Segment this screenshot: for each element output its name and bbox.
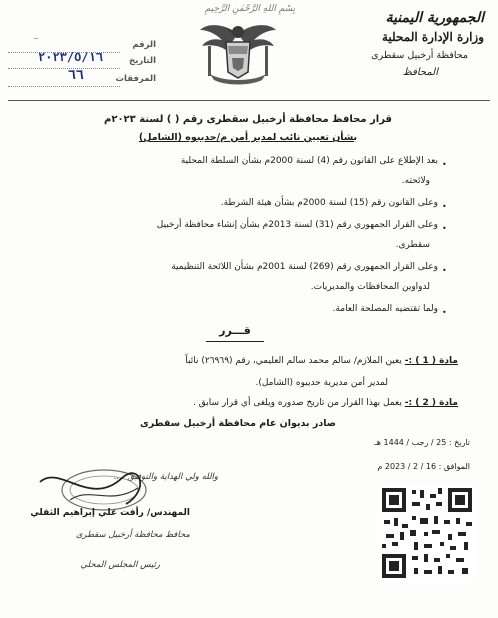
yemen-eagle-emblem-icon (196, 16, 280, 94)
ref-note: — (34, 34, 39, 42)
article-1-text: يعين الملازم/ سالم محمد سالم العليمي، رقم (٢٦٩٦٩) نائباً (185, 356, 402, 366)
article-2-text: يعمل بهذا القرار من تاريخ صدوره ويلغى أي قرار سابق . (193, 398, 402, 408)
header-left (8, 34, 158, 92)
bismillah-header: بِسْمِ اللهِ الرَّحْمٰنِ الرَّحِيمِ (204, 4, 296, 14)
header-divider (8, 100, 490, 101)
preamble-1: بعد الإطلاع على القانون رقم (4) لسنة 2000م بشأن السلطة المحلية (180, 156, 438, 166)
header-right (334, 10, 484, 78)
preamble-3: وعلى القرار الجمهوري رقم (31) لسنة 2013م بشأن إنشاء محافظة أرخبيل (156, 220, 438, 230)
article-1-cont: لمدير أمن مديرية حديبوه (الشامل). (255, 378, 388, 388)
hijri-date: تاريخ : 25 / رجب / 1444 هـ (374, 438, 470, 447)
attachments-value: ٦٦ (68, 68, 84, 83)
article-1-label: مادة ( 1 ) :- (404, 356, 458, 366)
article-1 (18, 356, 458, 366)
qr-code-icon (378, 484, 476, 582)
ministry-name: وزارة الإدارة المحلية (382, 30, 484, 44)
attachments-label: المرفقات (115, 74, 156, 84)
preamble-3b: سقطرى. (395, 240, 430, 250)
date-label: التاريخ (129, 56, 156, 66)
bullet: • (442, 202, 447, 211)
decree-title: قرار محافظ محافظة أرخبيل سقطرى رقم ( ) لسنة ٢٠٢٣م (104, 114, 392, 125)
decree-subject: بشأن تعيين نائب لمدير أمن م/حديبوه (الشامل) (138, 132, 358, 143)
decision-heading: قـــرر (219, 324, 251, 337)
bullet: • (442, 308, 447, 317)
preamble-5: ولما تقتضيه المصلحة العامة. (332, 304, 438, 314)
signatory-role: محافظ محافظة أرخبيل سقطرى (75, 530, 190, 540)
article-2-label: مادة ( 2 ) :- (404, 398, 458, 408)
preamble-1b: ولائحته. (401, 176, 430, 186)
bullet: • (442, 224, 447, 233)
signatory-name: المهندس/ رأفت علي إبراهيم الثقلي (30, 508, 190, 518)
signatory-role-2: رئيس المجلس المحلي (80, 560, 160, 570)
preamble-4: وعلى القرار الجمهوري رقم (269) لسنة 2001م بشأن اللائحة التنظيمية (171, 262, 438, 272)
article-2 (18, 398, 458, 408)
issued-line: صادر بديوان عام محافظة أرخبيل سقطرى (140, 418, 336, 429)
ref-label: الرقم (132, 40, 156, 50)
preamble-2: وعلى القانون رقم (15) لسنة 2000م بشأن هيئة الشرطة. (220, 198, 438, 208)
bullet: • (442, 160, 447, 169)
closing-line: والله ولي الهداية والتوفيق .... (113, 472, 218, 482)
governor-title: المحافظ (402, 67, 438, 78)
governorate-name: محافظة أرخبيل سقطرى (371, 50, 468, 61)
preamble-4b: لدواوين المحافظات والمديريات. (310, 282, 430, 292)
bullet: • (442, 266, 447, 275)
republic-name: الجمهورية اليمنية (385, 10, 484, 26)
date-value: ٢٠٢٣/٥/١٦ (38, 50, 104, 64)
gregorian-date: الموافق : 16 / 2 / 2023 م (377, 462, 470, 471)
